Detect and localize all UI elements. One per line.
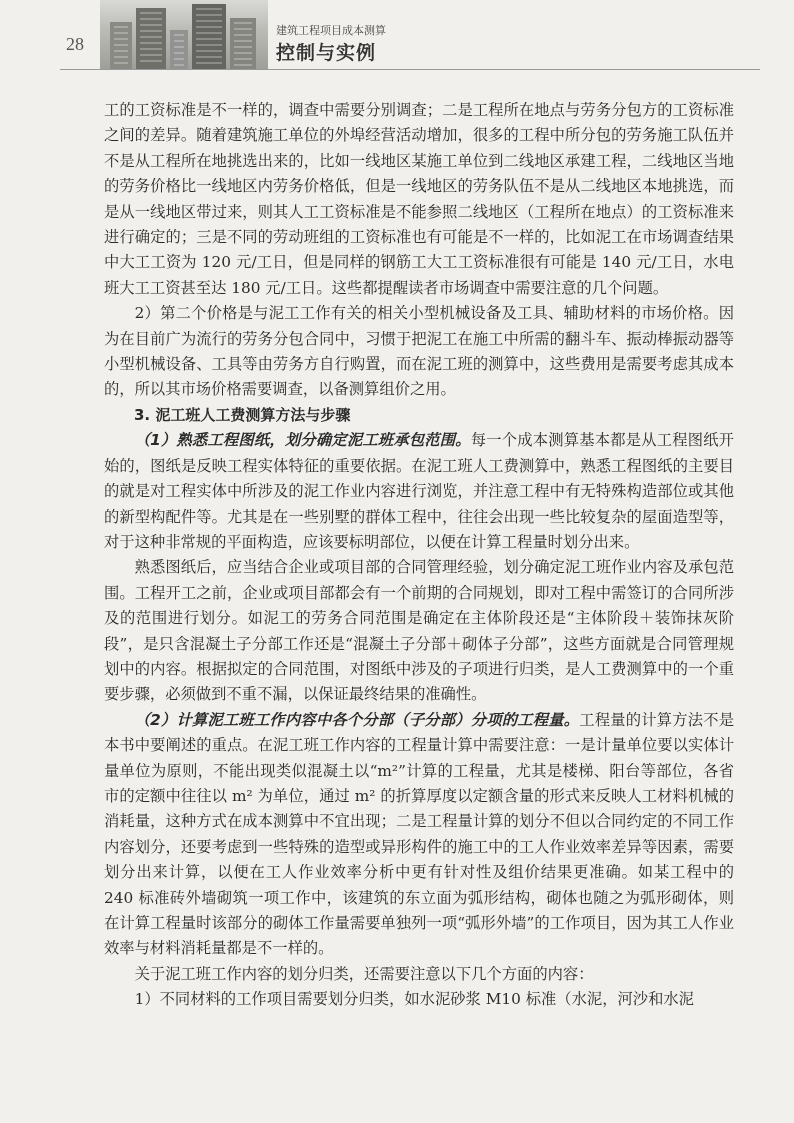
step-1-text: 每一个成本测算基本都是从工程图纸开始的，图纸是反映工程实体特征的重要依据。在泥工班人工费测算中，熟悉工程图纸的主要目的就是对工程实体中所涉及的泥工作业内容进行浏览，并注意工程中有无特殊构造部位或其他的新型构配件等。尤其是在一些别墅的群体工程中，往往会出现一些比较复杂的屋面造型等，对于这种非常规的平面构造，应该要标明部位，以便在计算工程量时划分出来。 xyxy=(104,431,734,551)
section-heading: 3. 泥工班人工费测算方法与步骤 xyxy=(134,405,351,424)
page-header xyxy=(0,0,794,72)
page-body xyxy=(104,98,734,1013)
building-shape xyxy=(192,4,226,70)
page-number: 28 xyxy=(66,34,84,54)
building-shape xyxy=(230,18,256,70)
book-title: 控制与实例 xyxy=(276,42,377,64)
building-shape xyxy=(170,30,188,70)
paragraph-contract-scope: 熟悉图纸后，应当结合企业或项目部的合同管理经验，划分确定泥工班作业内容及承包范围。工程开工之前，企业或项目部都会有一个前期的合同规划，即对工程中需签订的合同所涉及的范围进行划分。如泥工的劳务合同范围是确定在主体阶段还是“主体阶段＋装饰抹灰阶段”，是只含混凝土子分部工作还是“混凝土子分部＋砌体子分部”，这些方面就是合同管理规划中的内容。根据拟定的合同范围，对图纸中涉及的子项进行归类，是人工费测算中的一个重要步骤，必须做到不重不漏，以保证最终结果的准确性。 xyxy=(104,558,734,704)
paragraph-classification-item-1: 1）不同材料的工作项目需要划分归类，如水泥砂浆 M10 标准（水泥，河沙和水泥 xyxy=(134,990,694,1009)
paragraph-classification-intro: 关于泥工班工作内容的划分归类，还需要注意以下几个方面的内容： xyxy=(134,964,594,983)
paragraph-continued: 工的工资标准是不一样的，调查中需要分别调查；二是工程所在地点与劳务分包方的工资标准之间的差异。随着建筑施工单位的外埠经营活动增加，很多的工程中所分包的劳务施工队伍并不是从工程所在地挑选出来的，比如一线地区某施工单位到二线地区承建工程，二线地区当地的劳务价格比一线地区内劳务价格低，但是一线地区的劳务队伍不是从二线地区本地挑选，而是从一线地区带过来，则其人工工资标准是不能参照二线地区（工程所在地点）的工资标准来进行确定的；三是不同的劳动班组的工资标准也有可能是不一样的，比如泥工在市场调查结果中大工工资为 120 元/工日，但是同样的钢筋工大工工资标准很有可能是 140 元/工日，水电班大工工资甚至达 180 元/工日。这些都提醒读者市场调查中需要注意的几个问题。 xyxy=(104,101,734,297)
step-2-text: 工程量的计算方法不是本书中要阐述的重点。在泥工班工作内容的工程量计算中需要注意：一是计量单位要以实体计量单位为原则，不能出现类似混凝土以“m²”计算的工程量，尤其是楼梯、阳台等部位，各省市的定额中往往以 m² 为单位，通过 m² 的折算厚度以定额含量的形式来反映人工材料机械的消耗量，这种方式在成本测算中不宜出现；二是工程量计算的划分不但以合同约定的不同工作内容划分，还要考虑到一些特殊的造型或异形构件的施工中的工人作业效率差异等因素，需要划分出来计算，以便在工人作业效率分析中更有针对性及组价结果更准确。如某工程中的 240 标准砖外墙砌筑一项工作中，该建筑的东立面为弧形结构，砌体也随之为弧形砌体，则在计算工程量时该部分的砌体工作量需要单独列一项“弧形外墙”的工作项目，因为其工人作业效率与材料消耗量都是不一样的。 xyxy=(104,710,734,958)
paragraph-item-2: 2）第二个价格是与泥工工作有关的相关小型机械设备及工具、辅助材料的市场价格。因为在目前广为流行的劳务分包合同中，习惯于把泥工在施工中所需的翻斗车、振动棒振动器等小型机械设备、工具等由劳务方自行购置，而在泥工班的测算中，这些费用是需要考虑其成本的，所以其市场价格需要调查，以备测算组价之用。 xyxy=(104,304,734,399)
paragraph-step-2 xyxy=(104,708,734,962)
building-shape xyxy=(136,8,166,70)
series-title: 建筑工程项目成本测算 xyxy=(276,24,386,37)
building-shape xyxy=(110,22,132,70)
paragraph-step-1 xyxy=(104,428,734,555)
header-building-image xyxy=(100,0,268,70)
header-divider xyxy=(60,69,760,70)
step-2-title: （2）计算泥工班工作内容中各个分部（子分部）分项的工程量。 xyxy=(134,710,580,729)
step-1-title: （1）熟悉工程图纸，划分确定泥工班承包范围。 xyxy=(134,431,471,450)
